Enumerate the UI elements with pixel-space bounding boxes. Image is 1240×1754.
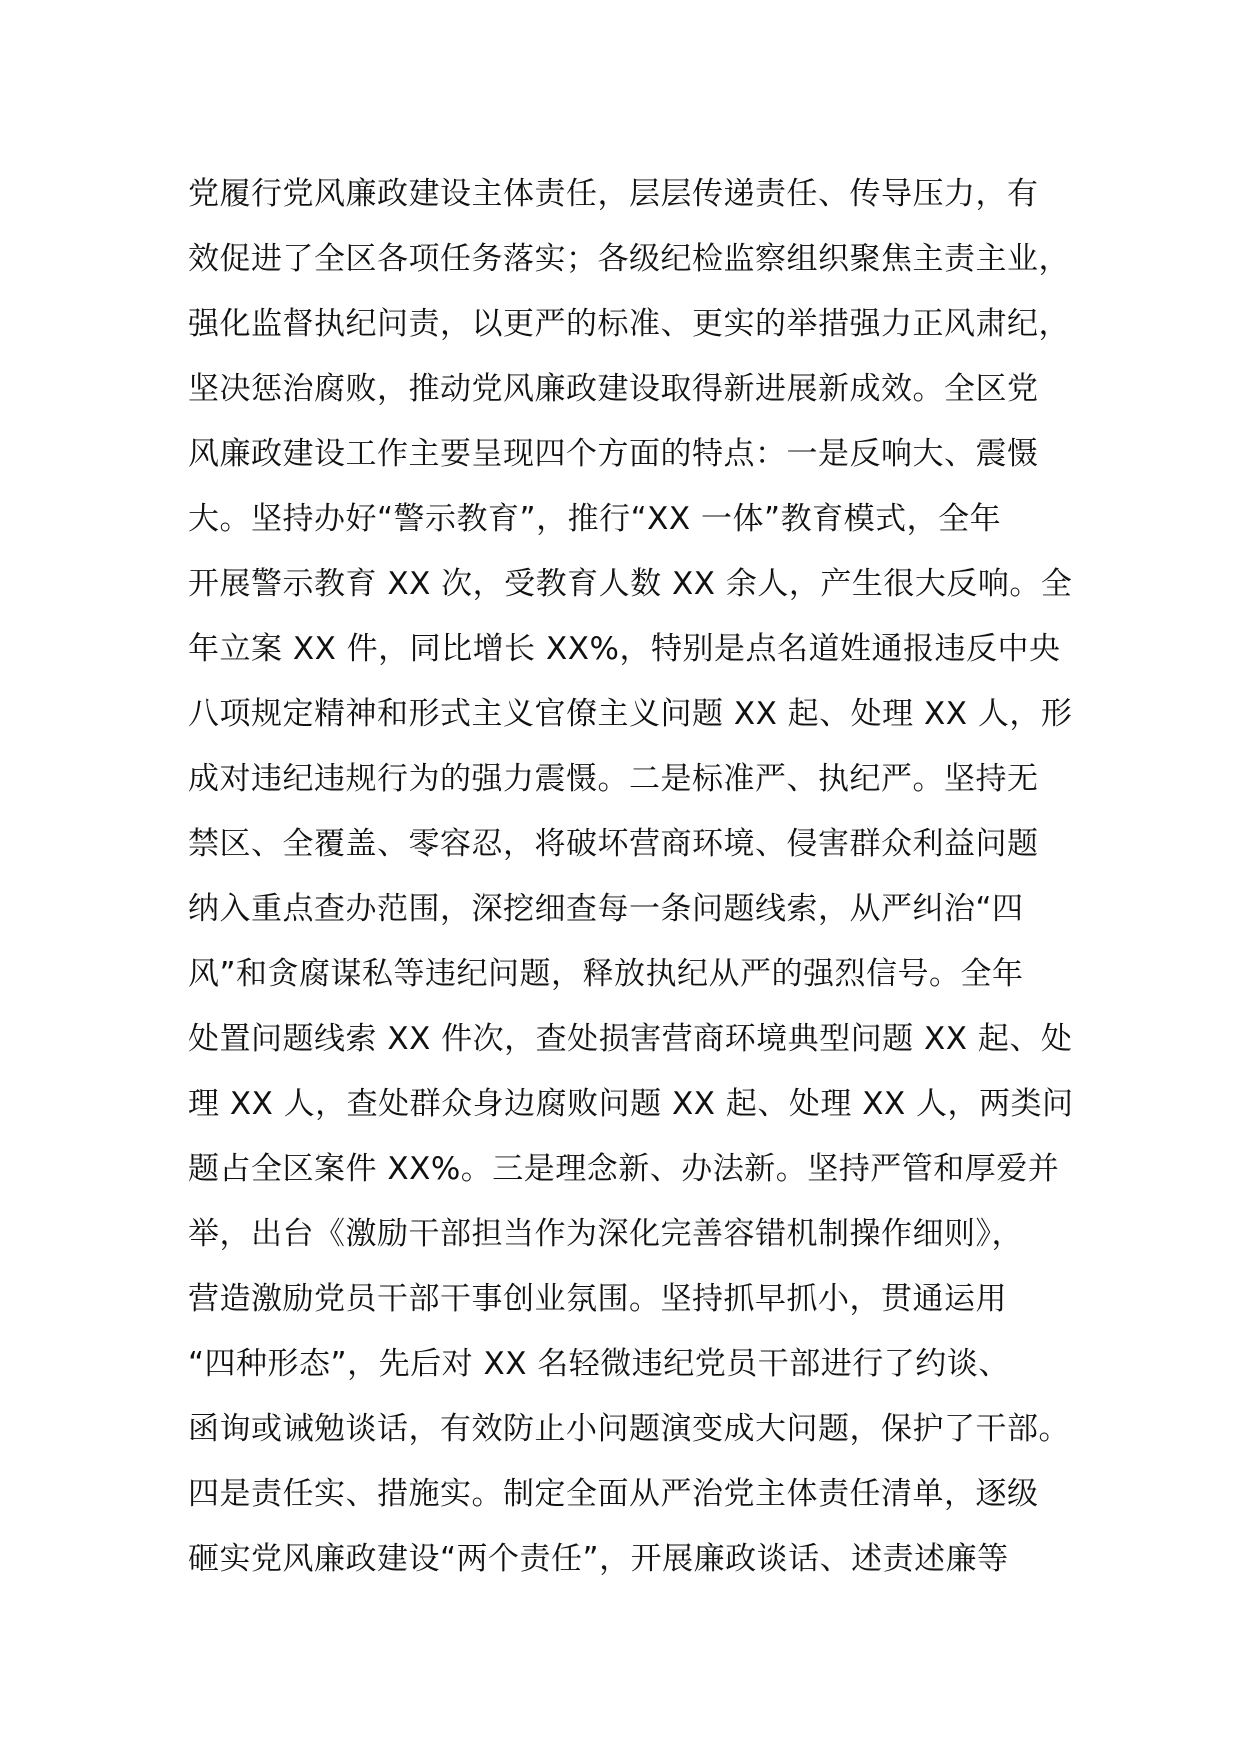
- text-line: 举，出台《激励干部担当作为深化完善容错机制操作细则》，: [188, 1216, 1023, 1252]
- text-line: 八项规定精神和形式主义官僚主义问题 XX 起、处理 XX 人，形: [188, 696, 1073, 732]
- text-line: 营造激励党员干部干事创业氛围。坚持抓早抓小，贯通运用: [188, 1281, 1007, 1317]
- text-line: 风”和贪腐谋私等违纪问题，释放执纪从严的强烈信号。全年: [188, 956, 1024, 992]
- text-line: 纳入重点查办范围，深挖细查每一条问题线索，从严纠治“四: [188, 891, 1024, 927]
- body-text: [188, 162, 1088, 1592]
- text-line: 题占全区案件 XX%。三是理念新、办法新。坚持严管和厚爱并: [188, 1151, 1060, 1187]
- text-line: 开展警示教育 XX 次，受教育人数 XX 余人，产生很大反响。全: [188, 566, 1073, 602]
- text-line: 四是责任实、措施实。制定全面从严治党主体责任清单，逐级: [188, 1476, 1039, 1512]
- text-line: 党履行党风廉政建设主体责任，层层传递责任、传导压力，有: [188, 176, 1039, 212]
- text-line: 理 XX 人，查处群众身边腐败问题 XX 起、处理 XX 人，两类问: [188, 1086, 1074, 1122]
- text-line: 坚决惩治腐败，推动党风廉政建设取得新进展新成效。全区党: [188, 371, 1039, 407]
- text-line: 大。坚持办好“警示教育”，推行“XX 一体”教育模式，全年: [188, 501, 1002, 537]
- text-line: 风廉政建设工作主要呈现四个方面的特点：一是反响大、震慑: [188, 436, 1039, 472]
- text-line: “四种形态”，先后对 XX 名轻微违纪党员干部进行了约谈、: [188, 1346, 1010, 1382]
- text-line: 效促进了全区各项任务落实；各级纪检监察组织聚焦主责主业，: [188, 241, 1070, 277]
- text-line: 处置问题线索 XX 件次，查处损害营商环境典型问题 XX 起、处: [188, 1021, 1073, 1057]
- text-line: 禁区、全覆盖、零容忍，将破坏营商环境、侵害群众利益问题: [188, 826, 1039, 862]
- text-line: 强化监督执纪问责，以更严的标准、更实的举措强力正风肃纪，: [188, 306, 1070, 342]
- text-line: 成对违纪违规行为的强力震慑。二是标准严、执纪严。坚持无: [188, 761, 1039, 797]
- text-line: 年立案 XX 件，同比增长 XX%，特别是点名道姓通报违反中央: [188, 631, 1061, 667]
- text-line: 砸实党风廉政建设“两个责任”，开展廉政谈话、述责述廉等: [188, 1541, 1009, 1577]
- text-line: 函询或诫勉谈话，有效防止小问题演变成大问题，保护了干部。: [188, 1411, 1070, 1447]
